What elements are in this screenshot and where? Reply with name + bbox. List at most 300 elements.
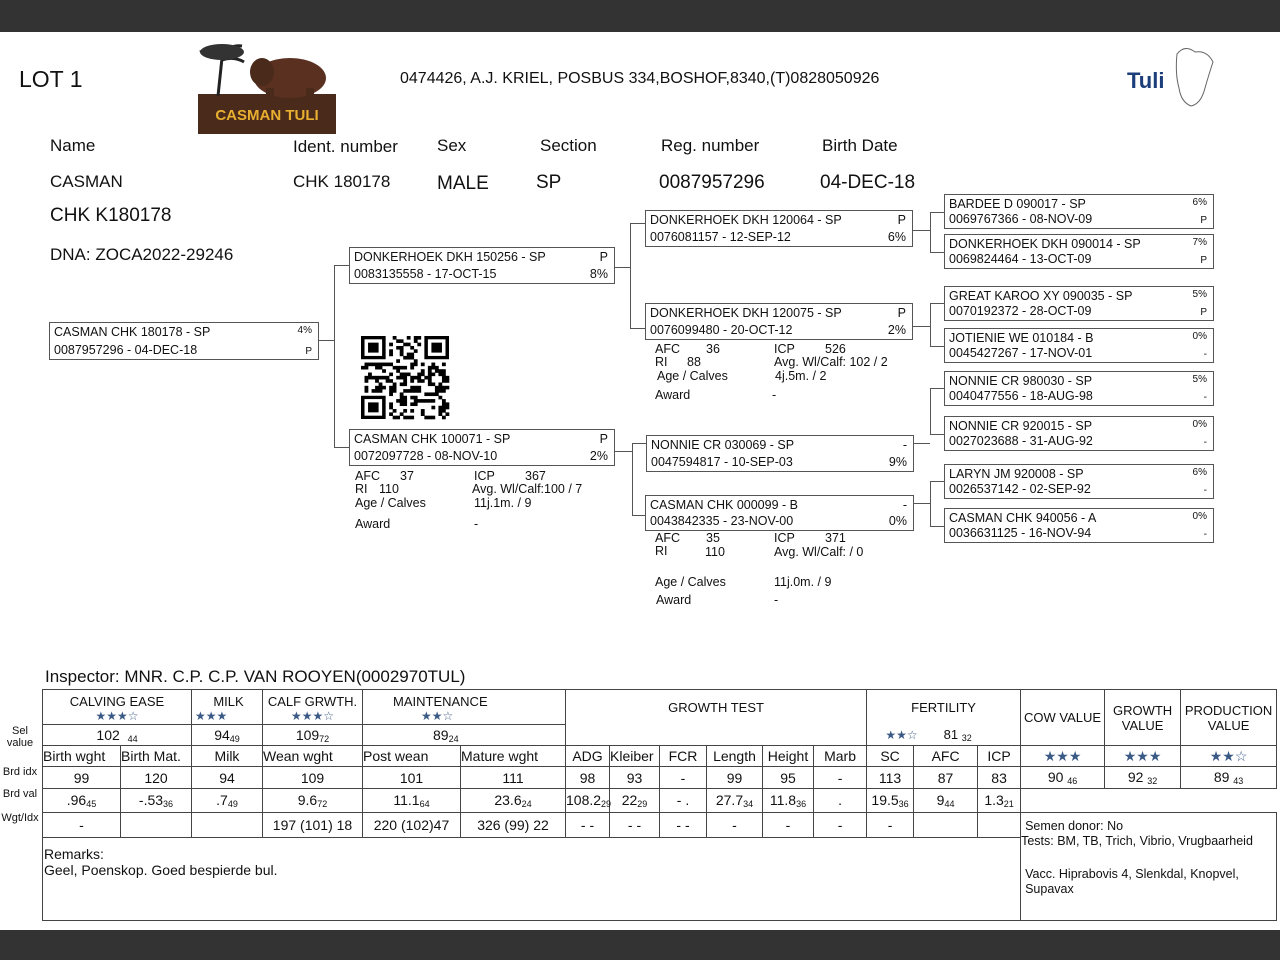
cow-value-idx bbox=[1021, 767, 1105, 789]
value: 99 bbox=[73, 769, 90, 786]
column-header bbox=[263, 746, 363, 767]
connector-line bbox=[614, 267, 630, 268]
pedigree-status: P bbox=[599, 432, 608, 446]
stat-value: Avg. Wl/Calf:100 / 7 bbox=[472, 482, 583, 496]
stat-label: AFC bbox=[655, 531, 680, 545]
column-header bbox=[660, 746, 707, 767]
tests-panel bbox=[1021, 813, 1277, 921]
pedigree-status: P bbox=[1200, 307, 1207, 318]
connector-line bbox=[912, 326, 930, 327]
connector-line bbox=[318, 340, 334, 341]
value: - bbox=[837, 817, 843, 833]
pedigree-reg: 0076099480 - 20-OCT-12 bbox=[650, 323, 793, 337]
value: 197 (101) 18 bbox=[272, 817, 353, 833]
pedigree-reg: 0070192372 - 28-OCT-09 bbox=[949, 304, 1092, 318]
value: 19.5 bbox=[871, 792, 899, 808]
stat-label: ICP bbox=[774, 342, 795, 356]
value: 95 bbox=[780, 769, 796, 786]
pedigree-status: - bbox=[902, 438, 907, 452]
label-sex: Sex bbox=[437, 136, 467, 155]
pedigree-status: P bbox=[897, 306, 906, 320]
weight-index bbox=[121, 813, 192, 838]
breeding-value bbox=[121, 789, 192, 813]
breeding-value bbox=[610, 789, 660, 813]
breeding-index bbox=[566, 767, 610, 789]
weight-index bbox=[914, 813, 978, 838]
column-label: Mature wght bbox=[461, 748, 539, 764]
value: 109 bbox=[295, 726, 320, 743]
star-rating: ★★★☆ bbox=[95, 709, 139, 723]
pedigree-reg: 0043842335 - 23-NOV-00 bbox=[650, 514, 794, 528]
weight-index bbox=[566, 813, 610, 838]
accuracy: 24 bbox=[448, 733, 459, 744]
column-label: Birth wght bbox=[43, 748, 106, 764]
accuracy: 34 bbox=[743, 799, 754, 809]
weight-index bbox=[363, 813, 461, 838]
value: 113 bbox=[878, 769, 902, 786]
column-label: SC bbox=[880, 748, 900, 764]
pedigree-inbreeding: 7% bbox=[1192, 237, 1207, 248]
group-calf-growth bbox=[263, 690, 363, 725]
column-header bbox=[763, 746, 814, 767]
pedigree-inbreeding: 6% bbox=[887, 230, 906, 244]
weight-index bbox=[660, 813, 707, 838]
column-label: Marb bbox=[824, 748, 856, 764]
connector-line bbox=[630, 223, 631, 328]
group-fertility bbox=[867, 690, 1021, 746]
pedigree-great-grandparent[interactable] bbox=[944, 286, 1214, 321]
value: - bbox=[837, 769, 843, 786]
breeding-index bbox=[121, 767, 192, 789]
column-header bbox=[461, 746, 566, 767]
connector-line bbox=[930, 303, 944, 304]
value: -.53 bbox=[138, 792, 164, 808]
value: 9.6 bbox=[297, 792, 318, 808]
pedigree-inbreeding: 5% bbox=[1192, 374, 1207, 385]
cow-value-stars: ★★★ bbox=[1021, 746, 1105, 767]
connector-line bbox=[334, 265, 349, 266]
label-birth: Birth Date bbox=[822, 136, 898, 155]
column-header bbox=[707, 746, 763, 767]
connector-line bbox=[930, 303, 931, 346]
stat-label: Award bbox=[655, 388, 691, 402]
pedigree-status: - bbox=[1203, 529, 1207, 540]
pedigree-sire[interactable] bbox=[349, 247, 615, 284]
accuracy: 46 bbox=[1067, 776, 1078, 786]
value: 220 (102)47 bbox=[373, 817, 450, 833]
pedigree-name: DONKERHOEK DKH 090014 - SP bbox=[949, 237, 1141, 251]
pedigree-dam[interactable] bbox=[349, 429, 615, 466]
star-rating: ★★★ bbox=[195, 709, 228, 723]
pedigree-name: DONKERHOEK DKH 150256 - SP bbox=[354, 250, 546, 264]
pedigree-name: NONNIE CR 980030 - SP bbox=[949, 374, 1093, 388]
stat-value: 4j.5m. / 2 bbox=[775, 369, 827, 383]
value: 27.7 bbox=[715, 792, 744, 808]
pedigree-reg: 0083135558 - 17-OCT-15 bbox=[354, 267, 497, 281]
breeding-index bbox=[867, 767, 914, 789]
accuracy: 64 bbox=[419, 799, 430, 809]
pedigree-reg: 0076081157 - 12-SEP-12 bbox=[650, 230, 791, 244]
breeding-index bbox=[763, 767, 814, 789]
pedigree-inbreeding: 4% bbox=[297, 325, 312, 336]
growth-value-idx bbox=[1105, 767, 1181, 789]
svg-text:Tuli: Tuli bbox=[1127, 68, 1165, 93]
column-header bbox=[43, 746, 121, 767]
pedigree-dam-dam[interactable] bbox=[645, 495, 914, 531]
value: 23.6 bbox=[494, 792, 522, 808]
animal-section: SP bbox=[536, 172, 562, 193]
pedigree-reg: 0045427267 - 17-NOV-01 bbox=[949, 346, 1093, 360]
pedigree-status: P bbox=[1200, 255, 1207, 266]
pedigree-inbreeding: 9% bbox=[888, 455, 907, 469]
stat-value: - bbox=[474, 517, 479, 531]
label-section: Section bbox=[540, 136, 597, 155]
stat-value: - bbox=[774, 593, 779, 607]
remarks bbox=[43, 838, 1021, 921]
weight-index bbox=[192, 813, 263, 838]
group-label: MAINTENANCE bbox=[393, 694, 488, 709]
label-reg: Reg. number bbox=[661, 136, 760, 155]
pedigree-great-grandparent[interactable] bbox=[944, 464, 1214, 499]
column-header bbox=[566, 746, 610, 767]
stat-label: AFC bbox=[655, 342, 680, 356]
weight-index bbox=[610, 813, 660, 838]
value: 89 bbox=[433, 726, 449, 743]
column-label: ICP bbox=[987, 748, 1011, 764]
pedigree-name: DONKERHOEK DKH 120075 - SP bbox=[650, 306, 842, 320]
animal-reg: 0087957296 bbox=[659, 172, 765, 193]
connector-line bbox=[930, 252, 944, 253]
pedigree-inbreeding: 0% bbox=[1192, 511, 1207, 522]
value: 94 bbox=[214, 726, 230, 743]
group-label: CALF GRWTH. bbox=[267, 694, 358, 709]
animal-dna: DNA: ZOCA2022-29246 bbox=[50, 245, 234, 264]
tests-list: Tests: BM, TB, Trich, Vibrio, Vrugbaarheid bbox=[1021, 834, 1253, 848]
column-header bbox=[814, 746, 867, 767]
value: 111 bbox=[502, 769, 524, 786]
breeding-index bbox=[914, 767, 978, 789]
pedigree-inbreeding: 0% bbox=[1192, 419, 1207, 430]
accuracy: 49 bbox=[227, 799, 238, 809]
value: 99 bbox=[726, 769, 743, 786]
evaluation-table bbox=[42, 689, 1277, 921]
stat-value: 110 bbox=[705, 545, 725, 559]
pedigree-inbreeding: 2% bbox=[887, 323, 906, 337]
row-label-idx: Brd idx bbox=[2, 766, 38, 778]
group-maintenance bbox=[363, 690, 566, 725]
value: - bbox=[732, 817, 737, 833]
connector-line bbox=[334, 447, 349, 448]
stat-label: ICP bbox=[774, 531, 795, 545]
animal-name: CASMAN bbox=[50, 172, 123, 191]
row-label-wgt: Wgt/Idx bbox=[1, 812, 39, 824]
casman-tuli-logo bbox=[198, 38, 336, 136]
accuracy: 49 bbox=[229, 733, 240, 744]
pedigree-name: CASMAN CHK 100071 - SP bbox=[354, 432, 511, 446]
column-header bbox=[121, 746, 192, 767]
connector-line bbox=[614, 451, 632, 452]
accuracy: 43 bbox=[1233, 776, 1244, 786]
stat-value: 11j.1m. / 9 bbox=[474, 496, 532, 510]
column-label: Height bbox=[767, 748, 809, 764]
pedigree-inbreeding: 2% bbox=[589, 449, 608, 463]
sel-value-calving bbox=[43, 725, 192, 746]
value: - - bbox=[627, 817, 642, 833]
pedigree-status: - bbox=[1203, 392, 1207, 403]
vaccinations: Vacc. Hiprabovis 4, Slenkdal, Knopvel, Supavax bbox=[1025, 867, 1239, 896]
breeding-value bbox=[566, 789, 610, 813]
accuracy: 32 bbox=[1147, 776, 1158, 786]
production-value-header: PRODUCTION VALUE bbox=[1181, 690, 1277, 746]
accuracy: 29 bbox=[637, 799, 648, 809]
connector-line bbox=[334, 265, 335, 447]
star-rating: ★★☆ bbox=[885, 728, 918, 742]
pedigree-great-grandparent[interactable] bbox=[944, 234, 1214, 269]
weight-index bbox=[867, 813, 914, 838]
connector-line bbox=[930, 434, 944, 435]
pedigree-inbreeding: 8% bbox=[589, 267, 608, 281]
breeding-index bbox=[43, 767, 121, 789]
value: - bbox=[680, 769, 686, 786]
pedigree-great-grandparent[interactable] bbox=[944, 194, 1214, 229]
column-label: Birth Mat. bbox=[121, 748, 181, 764]
accuracy: 36 bbox=[898, 799, 909, 809]
breeding-value bbox=[43, 789, 121, 813]
pedigree-status: P bbox=[599, 250, 608, 264]
pedigree-name: NONNIE CR 920015 - SP bbox=[949, 419, 1093, 433]
pedigree-inbreeding: 0% bbox=[888, 514, 907, 528]
pedigree-animal[interactable] bbox=[49, 322, 319, 360]
connector-line bbox=[913, 443, 930, 444]
weight-index bbox=[978, 813, 1021, 838]
production-value-stars: ★★☆ bbox=[1181, 746, 1277, 767]
column-label: FCR bbox=[668, 748, 698, 764]
value: 93 bbox=[626, 769, 643, 786]
weight-index bbox=[707, 813, 763, 838]
sel-value-calf bbox=[263, 725, 363, 746]
value: 89 bbox=[1213, 769, 1230, 785]
tuli-brand-logo bbox=[1125, 44, 1217, 114]
pedigree-dam-sire[interactable] bbox=[646, 435, 914, 472]
breeding-index bbox=[660, 767, 707, 789]
fertility-value: 81 bbox=[943, 727, 959, 742]
group-label: MILK bbox=[213, 694, 244, 709]
value: 90 bbox=[1047, 769, 1064, 785]
connector-line bbox=[930, 481, 931, 526]
connector-line bbox=[912, 230, 930, 231]
connector-line bbox=[930, 212, 931, 252]
pedigree-great-grandparent[interactable] bbox=[944, 508, 1214, 543]
pedigree-reg: 0027023688 - 31-AUG-92 bbox=[949, 434, 1093, 448]
pedigree-reg: 0040477556 - 18-AUG-98 bbox=[949, 389, 1093, 403]
column-label: ADG bbox=[572, 748, 603, 764]
pedigree-great-grandparent[interactable] bbox=[944, 416, 1214, 451]
stat-label: RI bbox=[655, 355, 668, 369]
pedigree-reg: 0026537142 - 02-SEP-92 bbox=[949, 482, 1091, 496]
column-label: Milk bbox=[214, 748, 240, 764]
value: 83 bbox=[991, 769, 1007, 786]
column-header bbox=[978, 746, 1021, 767]
connector-line bbox=[632, 515, 645, 516]
group-label: CALVING EASE bbox=[69, 694, 165, 709]
value: 120 bbox=[144, 769, 168, 786]
column-label: Kleiber bbox=[610, 748, 654, 764]
breeding-value bbox=[263, 789, 363, 813]
column-label: Length bbox=[713, 748, 756, 764]
connector-line bbox=[632, 443, 633, 515]
value: 92 bbox=[1127, 769, 1144, 785]
animal-ident: CHK 180178 bbox=[293, 172, 391, 191]
column-label: Post wean bbox=[363, 748, 429, 764]
animal-sex: MALE bbox=[437, 173, 489, 194]
animal-code: CHK K180178 bbox=[50, 205, 172, 226]
stat-value: 11j.0m. / 9 bbox=[774, 575, 832, 589]
sel-value-milk bbox=[192, 725, 263, 746]
breeding-index bbox=[814, 767, 867, 789]
stat-label: ICP bbox=[474, 469, 495, 483]
pedigree-reg: 0069824464 - 13-OCT-09 bbox=[949, 252, 1092, 266]
pedigree-sire-sire[interactable] bbox=[645, 210, 913, 247]
pedigree-status: - bbox=[902, 498, 907, 512]
pedigree-status: - bbox=[1203, 485, 1207, 496]
empty-cell bbox=[1021, 789, 1277, 813]
stat-label: Age / Calves bbox=[655, 575, 726, 589]
pedigree-name: CASMAN CHK 940056 - A bbox=[949, 511, 1097, 525]
value: - - bbox=[676, 817, 690, 833]
weight-index bbox=[43, 813, 121, 838]
column-header bbox=[192, 746, 263, 767]
stat-label: Award bbox=[355, 517, 391, 531]
inspector: Inspector: MNR. C.P. C.P. VAN ROOYEN(0002970TUL) bbox=[45, 667, 466, 686]
stat-label: Age / Calves bbox=[657, 369, 728, 383]
stat-label: RI bbox=[655, 544, 668, 558]
cow-value-header: COW VALUE bbox=[1021, 690, 1105, 746]
breeding-index bbox=[461, 767, 566, 789]
value: 87 bbox=[937, 769, 954, 786]
value: 9 bbox=[936, 792, 945, 808]
value: 11.1 bbox=[393, 792, 420, 808]
weight-index bbox=[263, 813, 363, 838]
connector-line bbox=[630, 328, 645, 329]
breeding-value bbox=[660, 789, 707, 813]
value: 98 bbox=[579, 769, 596, 786]
semen-donor: Semen donor: No bbox=[1025, 819, 1124, 833]
pedigree-status: P bbox=[897, 213, 906, 227]
accuracy: 45 bbox=[86, 799, 97, 809]
breeding-value bbox=[192, 789, 263, 813]
accuracy: 44 bbox=[127, 733, 138, 744]
pedigree-sire-dam[interactable] bbox=[645, 303, 913, 340]
stat-value: 367 bbox=[525, 469, 546, 483]
value: 1.3 bbox=[984, 792, 1004, 808]
lot-number: LOT 1 bbox=[19, 66, 83, 92]
bottom-bar bbox=[0, 930, 1280, 960]
connector-line bbox=[913, 503, 930, 504]
stat-label: AFC bbox=[355, 469, 380, 483]
connector-line bbox=[930, 388, 944, 389]
value: . bbox=[838, 792, 842, 808]
breeding-value bbox=[978, 789, 1021, 813]
stat-label: Award bbox=[656, 593, 692, 607]
row-label-sel: Sel value bbox=[6, 725, 34, 749]
connector-line bbox=[632, 443, 646, 444]
pedigree-status: P bbox=[305, 346, 312, 357]
breeding-index bbox=[978, 767, 1021, 789]
stat-value: 37 bbox=[400, 469, 414, 483]
qr-code bbox=[361, 336, 449, 419]
stat-label: Age / Calves bbox=[355, 496, 426, 510]
weight-index bbox=[461, 813, 566, 838]
star-rating: ★★★☆ bbox=[290, 709, 335, 723]
value: - bbox=[887, 817, 893, 833]
stat-value: 36 bbox=[706, 342, 720, 356]
growth-value-header: GROWTH VALUE bbox=[1105, 690, 1181, 746]
pedigree-great-grandparent[interactable] bbox=[944, 328, 1214, 363]
group-calving-ease bbox=[43, 690, 192, 725]
pedigree-reg: 0087957296 - 04-DEC-18 bbox=[54, 343, 198, 357]
label-name: Name bbox=[50, 136, 96, 155]
column-header bbox=[610, 746, 660, 767]
value: - - bbox=[580, 817, 595, 833]
stat-value: - bbox=[772, 388, 777, 402]
svg-text:CASMAN TULI: CASMAN TULI bbox=[215, 107, 319, 124]
pedigree-reg: 0036631125 - 16-NOV-94 bbox=[949, 526, 1092, 540]
breeding-value bbox=[363, 789, 461, 813]
accuracy: 24 bbox=[521, 799, 532, 809]
value: 102 bbox=[96, 726, 120, 743]
value: 101 bbox=[399, 769, 424, 786]
breeding-index bbox=[192, 767, 263, 789]
value: 326 (99) 22 bbox=[477, 817, 549, 833]
breeding-value bbox=[707, 789, 763, 813]
stat-value: Avg. Wl/Calf: / 0 bbox=[774, 545, 864, 559]
top-bar bbox=[0, 0, 1280, 32]
label-ident: Ident. number bbox=[293, 137, 398, 156]
connector-line bbox=[930, 481, 944, 482]
breeding-value bbox=[461, 789, 566, 813]
pedigree-reg: 0072097728 - 08-NOV-10 bbox=[354, 449, 498, 463]
pedigree-great-grandparent[interactable] bbox=[944, 371, 1214, 406]
accuracy: 29 bbox=[601, 799, 612, 809]
breeding-index bbox=[363, 767, 461, 789]
value: 94 bbox=[219, 769, 235, 786]
pedigree-name: NONNIE CR 030069 - SP bbox=[651, 438, 795, 452]
weight-index bbox=[814, 813, 867, 838]
weight-index bbox=[763, 813, 814, 838]
value: 108.2 bbox=[566, 792, 602, 808]
accuracy: 32 bbox=[961, 733, 972, 743]
breeder-info: 0474426, A.J. KRIEL, POSBUS 334,BOSHOF,8340,(T)0828050926 bbox=[400, 70, 880, 87]
remarks-label: Remarks: bbox=[44, 846, 104, 862]
star-rating: ★★☆ bbox=[421, 709, 454, 723]
accuracy: 36 bbox=[796, 799, 807, 809]
column-header bbox=[914, 746, 978, 767]
connector-line bbox=[930, 388, 931, 434]
value: - bbox=[785, 817, 791, 833]
breeding-index bbox=[610, 767, 660, 789]
pedigree-status: - bbox=[1203, 349, 1207, 360]
column-header bbox=[363, 746, 461, 767]
pedigree-name: GREAT KAROO XY 090035 - SP bbox=[949, 289, 1133, 303]
connector-line bbox=[930, 346, 944, 347]
pedigree-inbreeding: 0% bbox=[1192, 331, 1207, 342]
pedigree-inbreeding: 6% bbox=[1192, 467, 1207, 478]
stat-value: 88 bbox=[687, 355, 701, 369]
breeding-index bbox=[707, 767, 763, 789]
remarks-text: Geel, Poenskop. Goed bespierde bul. bbox=[44, 862, 278, 878]
column-header bbox=[867, 746, 914, 767]
column-label: Wean wght bbox=[263, 748, 333, 764]
